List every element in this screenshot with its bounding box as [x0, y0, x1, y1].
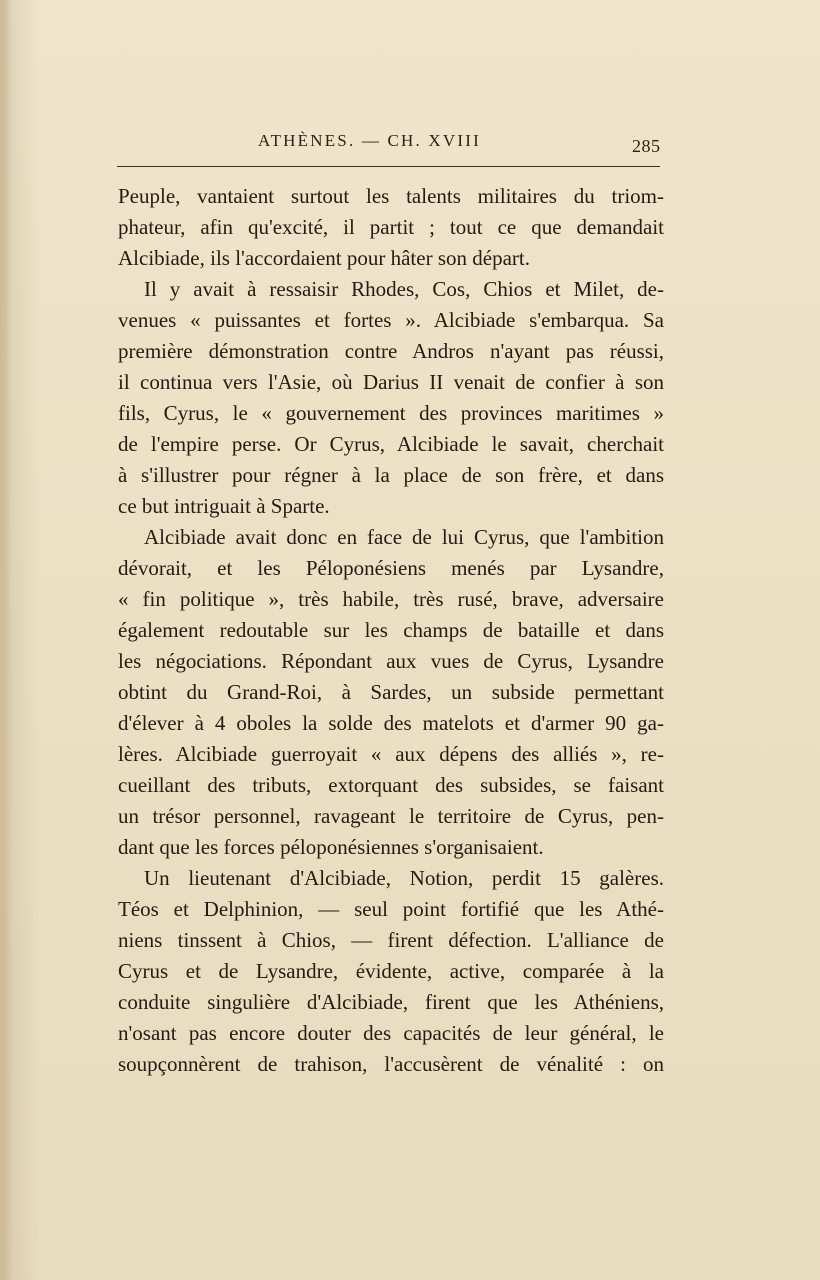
text-line: Peuple, vantaient surtout les talents militaires du triom-	[118, 184, 664, 208]
text-line: Téos et Delphinion, — seul point fortifié que les Athé-	[118, 897, 664, 921]
text-line: un trésor personnel, ravageant le territoire de Cyrus, pen-	[118, 804, 664, 828]
text-line: soupçonnèrent de trahison, l'accusèrent de vénalité : on	[118, 1052, 664, 1076]
header-rule	[117, 166, 660, 167]
text-line: dévorait, et les Péloponésiens menés par Lysandre,	[118, 556, 664, 580]
text-line: les négociations. Répondant aux vues de Cyrus, Lysandre	[118, 649, 664, 673]
text-line: lères. Alcibiade guerroyait « aux dépens des alliés », re-	[118, 742, 664, 766]
text-line: dant que les forces péloponésiennes s'organisaient.	[118, 835, 544, 859]
text-line: fils, Cyrus, le « gouvernement des provinces maritimes »	[118, 401, 664, 425]
text-line: première démonstration contre Andros n'ayant pas réussi,	[118, 339, 664, 363]
text-line: cueillant des tributs, extorquant des subsides, se faisant	[118, 773, 664, 797]
text-line: il continua vers l'Asie, où Darius II venait de confier à son	[118, 370, 664, 394]
page-gutter	[0, 0, 10, 1280]
page-number: 285	[632, 136, 661, 156]
text-line: Alcibiade avait donc en face de lui Cyrus, que l'ambition	[144, 525, 664, 549]
text-line: niens tinssent à Chios, — firent défection. L'alliance de	[118, 928, 664, 952]
text-line: à s'illustrer pour régner à la place de son frère, et dans	[118, 463, 664, 487]
text-line: ce but intriguait à Sparte.	[118, 494, 330, 518]
running-title: ATHÈNES. — CH. XVIII	[258, 131, 481, 150]
page-header	[0, 131, 820, 157]
text-line: de l'empire perse. Or Cyrus, Alcibiade le savait, cherchait	[118, 432, 664, 456]
text-line: obtint du Grand-Roi, à Sardes, un subside permettant	[118, 680, 664, 704]
text-line: d'élever à 4 oboles la solde des matelots et d'armer 90 ga-	[118, 711, 664, 735]
body-text	[118, 181, 664, 1080]
text-line: Il y avait à ressaisir Rhodes, Cos, Chios et Milet, de-	[144, 277, 664, 301]
text-line: également redoutable sur les champs de bataille et dans	[118, 618, 664, 642]
text-line: Alcibiade, ils l'accordaient pour hâter son départ.	[118, 246, 530, 270]
text-line: venues « puissantes et fortes ». Alcibiade s'embarqua. Sa	[118, 308, 664, 332]
text-line: Cyrus et de Lysandre, évidente, active, comparée à la	[118, 959, 664, 983]
text-line: phateur, afin qu'excité, il partit ; tout ce que demandait	[118, 215, 664, 239]
text-line: n'osant pas encore douter des capacités de leur général, le	[118, 1021, 664, 1045]
text-line: Un lieutenant d'Alcibiade, Notion, perdit 15 galères.	[144, 866, 664, 890]
text-line: « fin politique », très habile, très rusé, brave, adversaire	[118, 587, 664, 611]
text-line: conduite singulière d'Alcibiade, firent que les Athéniens,	[118, 990, 664, 1014]
